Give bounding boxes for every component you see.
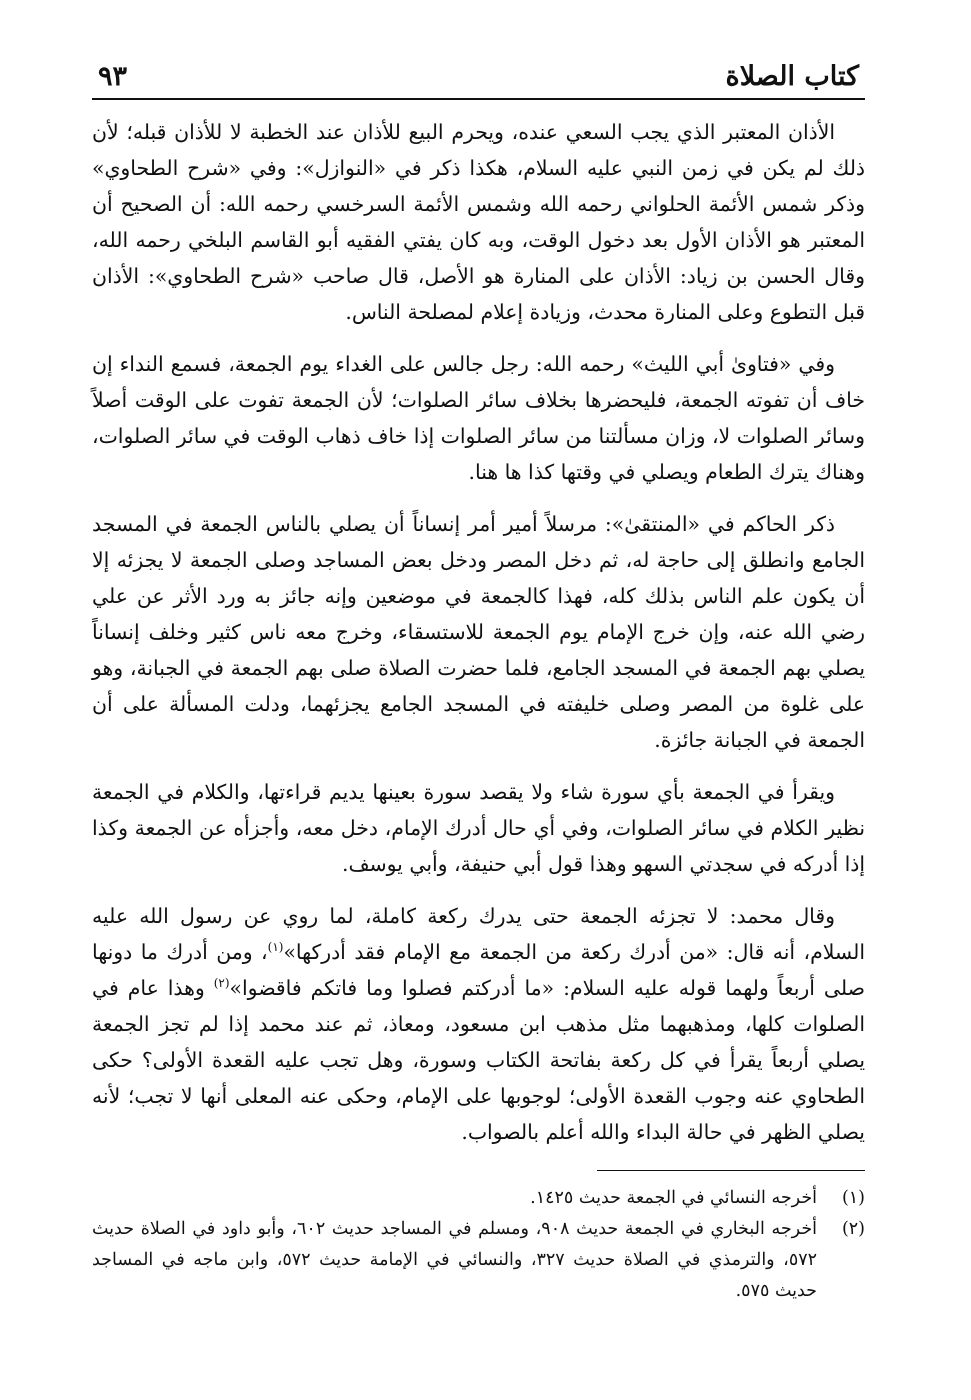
footnote <box>92 1183 865 1214</box>
paragraph-text: ، ومن أدرك ما دونها صلى أربعاً ولهما قوله عليه السلام: «ما أدركتم فصلوا وما فاتكم فاقضوا» <box>92 940 865 1000</box>
footnote-text: أخرجه النسائي في الجمعة حديث ١٤٢٥. <box>530 1188 817 1208</box>
paragraph: وفي «فتاوىٰ أبي الليث» رحمه الله: رجل جالس على الغداء يوم الجمعة، فسمع النداء إن خاف أن تفوته الجمعة، فليحضرها بخلاف سائر الصلوات؛ لأن الجمعة تفوت على الوقت أصلاً وسائر الصلوات لا، وزان مسألتنا من سائر الصلوات إذا خاف ذهاب الوقت في سائر الصلوات، وهناك يترك الطعام ويصلي في وقتها كذا ها هنا. <box>92 352 865 484</box>
paragraph: ويقرأ في الجمعة بأي سورة شاء ولا يقصد سورة بعينها يديم قراءتها، والكلام في الجمعة نظير الكلام في سائر الصلوات، وفي أي حال أدرك الإمام، دخل معه، وأجزأه عن الجمعة وكذا إذا أدركه في سجدتي السهو وهذا قول أبي حنيفة، وأبي يوسف. <box>92 780 865 876</box>
footnote-text: أخرجه البخاري في الجمعة حديث ٩٠٨، ومسلم في المساجد حديث ٦٠٢، وأبو داود في الصلاة حديث ٥٧٢، والترمذي في الصلاة حديث ٣٢٧، والنسائي في الإمامة حديث ٥٧٢، وابن ماجه في المساجد حديث ٥٧٥. <box>92 1219 818 1301</box>
page-number: ٩٣ <box>98 61 128 92</box>
paragraph-text: وهذا عام في الصلوات كلها، ومذهبهما مثل مذهب ابن مسعود، ومعاذ، ثم عند محمد إذا لم تجز الجمعة يصلي أربعاً يقرأ في كل ركعة بفاتحة الكتاب وسورة، وهل تجب عليه القعدة الأولى؟ حكى الطحاوي عنه وجوب القعدة الأولى؛ لوجوبها على الإمام، وحكى عنه المعلى أنها لا تجب؛ لأنه يصلي الظهر في حالة البداء والله أعلم بالصواب. <box>92 976 865 1144</box>
footnote-number: (١) <box>841 1188 865 1208</box>
paragraph: ذكر الحاكم في «المنتقىٰ»: مرسلاً أمير أمر إنساناً أن يصلي بالناس الجمعة في المسجد الجامع وانطلق إلى حاجة له، ثم دخل المصر ودخل بعض المساجد وصلى الجمعة لا يجزئه إلا أن يكون علم الناس بذلك كله، فهذا كالجمعة في موضعين وإنه جائز به ورد الأثر عن علي رضي الله عنه، وإن خرج الإمام يوم الجمعة للاستسقاء، وخرج معه ناس كثير وخلف إنساناً يصلي بهم الجمعة في المسجد الجامع، فلما حضرت الصلاة صلى بهم الجمعة في الجبانة، وهو على غلوة من المصر وصلى خليفته في المسجد الجامع يجزئهما، ودلت المسألة على أن الجمعة في الجبانة جائزة. <box>92 512 865 752</box>
footnotes <box>92 1183 865 1307</box>
chapter-title: كتاب الصلاة <box>725 61 859 92</box>
footnote-ref[interactable]: (٢) <box>213 976 230 991</box>
header-rule <box>92 98 865 100</box>
paragraph-with-footnote-refs <box>92 898 865 1150</box>
paragraph: الأذان المعتبر الذي يجب السعي عنده، ويحرم البيع للأذان عند الخطبة لا للأذان قبله؛ لأن ذلك لم يكن في زمن النبي عليه السلام، هكذا ذكر في «النوازل»: وفي «شرح الطحاوي» وذكر شمس الأئمة الحلواني رحمه الله وشمس الأئمة السرخسي رحمه الله: أن الصحيح أن المعتبر هو الأذان الأول بعد دخول الوقت، وبه كان يفتي الفقيه أبو القاسم البلخي رحمه الله، وقال الحسن بن زياد: الأذان على المنارة هو الأصل، قال صاحب «شرح الطحاوي»: الأذان قبل التطوع وعلى المنارة محدث، وزيادة إعلام لمصلحة الناس. <box>92 120 865 324</box>
paragraph-text: وقال محمد: لا تجزئه الجمعة حتى يدرك ركعة كاملة، لما روي عن رسول الله عليه السلام، أنه قال: «من أدرك ركعة من الجمعة مع الإمام فقد أدركها» <box>92 904 865 964</box>
footnote-separator <box>597 1170 865 1171</box>
footnote-number: (٢) <box>841 1219 865 1239</box>
running-header <box>92 52 865 98</box>
main-text <box>92 114 865 1150</box>
footnote-ref[interactable]: (١) <box>267 940 284 955</box>
footnote <box>92 1214 865 1307</box>
